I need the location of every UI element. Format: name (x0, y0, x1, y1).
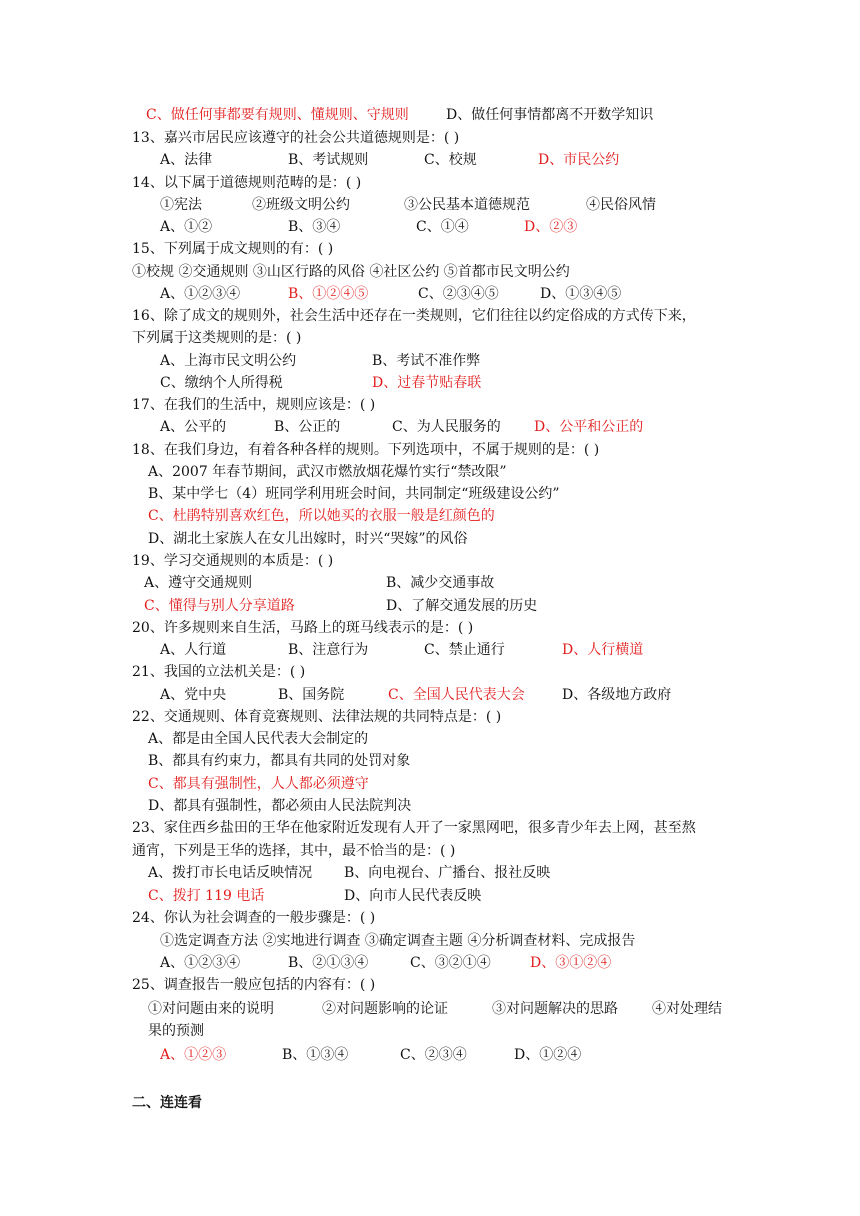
line-text: B、考试不准作弊 (372, 353, 481, 369)
line-text: D、做任何事情都离不开数学知识 (446, 107, 654, 123)
line-text: B、注意行为 (288, 642, 369, 658)
answer-text: C、杜鹃特别喜欢红色，所以她买的衣服一般是红颜色的 (148, 508, 495, 524)
line-text: 25、调查报告一般应包括的内容有：( ) (132, 977, 376, 993)
line-text: C、缴纳个人所得税 (160, 375, 283, 391)
answer-text: C、拨打 119 电话 (148, 888, 265, 904)
line-text: D、了解交通发展的历史 (386, 598, 538, 614)
line-text: B、减少交通事故 (386, 575, 495, 591)
line-text: C、禁止通行 (424, 642, 505, 658)
line-text: C、③②①④ (410, 955, 491, 971)
answer-text: D、公平和公正的 (534, 419, 644, 435)
answer-text: D、市民公约 (538, 152, 620, 168)
line-text: B、②①③④ (288, 955, 369, 971)
line-text: C、②③④ (400, 1047, 467, 1063)
line-text: B、考试规则 (288, 152, 369, 168)
line-text: C、校规 (424, 152, 477, 168)
line-text: 16、除了成文的规则外，社会生活中还存在一类规则，它们往往以约定俗成的方式传下来， (132, 308, 696, 324)
line-text: A、①② (160, 219, 213, 235)
line-text: A、拨打市长电话反映情况 (148, 865, 313, 881)
line-text: A、上海市民文明公约 (160, 353, 297, 369)
line-text: A、遵守交通规则 (144, 575, 253, 591)
line-text: A、2007 年春节期间，武汉市燃放烟花爆竹实行“禁改限” (148, 464, 507, 480)
line-text: D、湖北土家族人在女儿出嫁时，时兴“哭嫁”的风俗 (148, 531, 468, 547)
answer-text: B、①②④⑤ (288, 286, 369, 302)
line-text: A、公平的 (160, 419, 227, 435)
line-text: B、某中学七（4）班同学利用班会时间，共同制定“班级建设公约” (148, 486, 560, 502)
line-text: ③公民基本道德规范 (404, 197, 530, 213)
line-text: D、①②④ (514, 1047, 582, 1063)
line-text: A、都是由全国人民代表大会制定的 (148, 731, 369, 747)
line-text: 15、下列属于成文规则的有：( ) (132, 241, 334, 257)
line-text: 19、学习交通规则的本质是：( ) (132, 553, 334, 569)
line-text: C、为人民服务的 (392, 419, 501, 435)
line-text: D、都具有强制性，都必须由人民法院判决 (148, 798, 412, 814)
line-text: ①选定调查方法 ②实地进行调查 ③确定调查主题 ④分析调查材料、完成报告 (160, 933, 636, 949)
line-text: C、①④ (416, 219, 469, 235)
line-text: 17、在我们的生活中，规则应该是：( ) (132, 397, 376, 413)
line-text: B、①③④ (282, 1047, 349, 1063)
line-text: ④对处理结 (652, 1001, 722, 1017)
line-text: ④民俗风情 (586, 197, 656, 213)
line-text: A、人行道 (160, 642, 227, 658)
line-text: 24、你认为社会调查的一般步骤是：( ) (132, 910, 376, 926)
line-text: B、向电视台、广播台、报社反映 (344, 865, 551, 881)
line-text: B、国务院 (278, 687, 345, 703)
line-text: 20、许多规则来自生活，马路上的斑马线表示的是：( ) (132, 620, 474, 636)
line-text: B、都具有约束力，都具有共同的处罚对象 (148, 753, 411, 769)
line-text: 23、家住西乡盐田的王华在他家附近发现有人开了一家黑网吧，很多青少年去上网，甚至熬 (132, 820, 696, 836)
line-text: 21、我国的立法机关是：( ) (132, 664, 306, 680)
line-text: ②班级文明公约 (252, 197, 350, 213)
answer-text: D、③①②④ (530, 955, 612, 971)
line-text: 果的预测 (148, 1023, 204, 1039)
line-text: ①校规 ②交通规则 ③山区行路的风俗 ④社区公约 ⑤首都市民文明公约 (132, 264, 570, 280)
answer-text: C、懂得与别人分享道路 (144, 598, 295, 614)
line-text: A、法律 (160, 152, 213, 168)
answer-text: C、都具有强制性，人人都必须遵守 (148, 776, 369, 792)
line-text: A、①②③④ (160, 286, 241, 302)
answer-text: C、做任何事都要有规则、懂规则、守规则 (146, 107, 409, 123)
line-text: 13、嘉兴市居民应该遵守的社会公共道德规则是：( ) (132, 130, 460, 146)
answer-text: A、①②③ (160, 1047, 227, 1063)
line-text: D、各级地方政府 (562, 687, 672, 703)
line-text: B、③④ (288, 219, 341, 235)
line-text: ①宪法 (160, 197, 202, 213)
line-text: 14、以下属于道德规则范畴的是：( ) (132, 175, 362, 191)
answer-text: C、全国人民代表大会 (388, 687, 525, 703)
line-text: A、①②③④ (160, 955, 241, 971)
line-text: ①对问题由来的说明 (148, 1001, 274, 1017)
section-heading: 二、连连看 (132, 1095, 202, 1111)
answer-text: D、过春节贴春联 (372, 375, 482, 391)
line-text: ③对问题解决的思路 (492, 1001, 618, 1017)
line-text: 下列属于这类规则的是：( ) (132, 330, 302, 346)
line-text: D、向市人民代表反映 (344, 888, 482, 904)
line-text: D、①③④⑤ (540, 286, 622, 302)
answer-text: D、人行横道 (562, 642, 644, 658)
line-text: A、党中央 (160, 687, 227, 703)
line-text: B、公正的 (274, 419, 341, 435)
line-text: C、②③④⑤ (418, 286, 499, 302)
answer-text: D、②③ (524, 219, 578, 235)
line-text: 通宵，下列是王华的选择，其中，最不恰当的是：( ) (132, 843, 456, 859)
line-text: 22、交通规则、体育竞赛规则、法律法规的共同特点是：( ) (132, 709, 502, 725)
line-text: 18、在我们身边，有着各种各样的规则。下列选项中，不属于规则的是：( ) (132, 442, 600, 458)
line-text: ②对问题影响的论证 (322, 1001, 448, 1017)
